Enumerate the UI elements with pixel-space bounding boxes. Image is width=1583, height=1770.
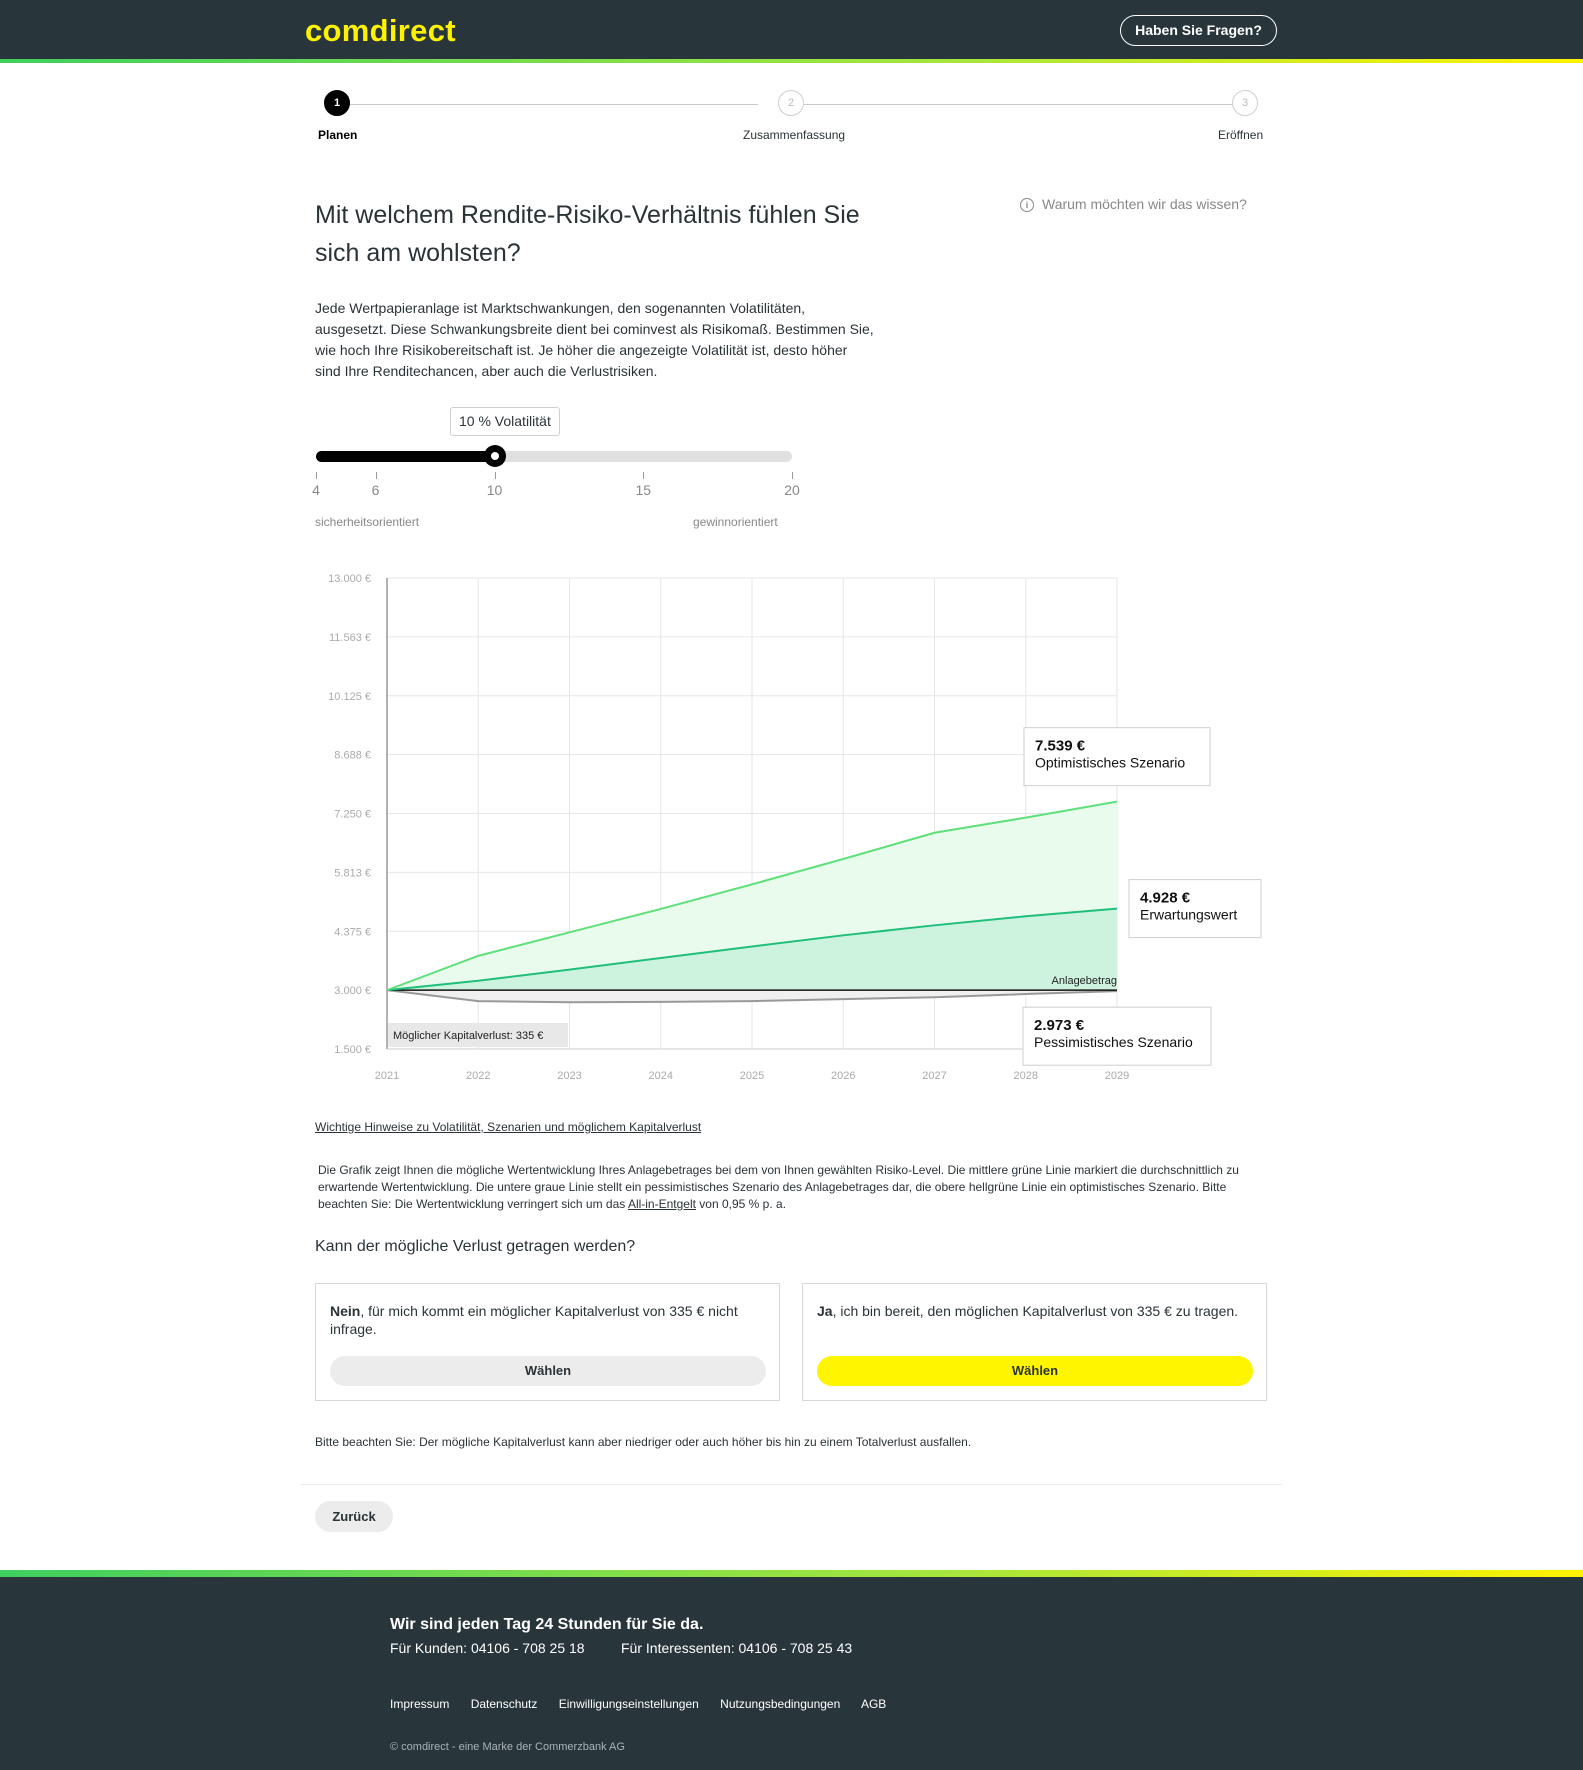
option-no-bold: Nein <box>330 1303 361 1319</box>
y-tick-label: 10.125 € <box>328 690 371 703</box>
intro-text: Jede Wertpapieranlage ist Marktschwankungen, den sogenannten Volatilitäten, ausgesetzt. Diese Schwankungsbreite dient bei cominvest als Risikomaß. Bestimmen Sie, wie hoch Ihre Risikobereitschaft ist. Je höher die angezeigte Volatilität ist, desto höher sind Ihre Renditechancen, aber auch die Verlustrisiken. <box>315 300 874 379</box>
slider-tick-label: 6 <box>371 482 380 498</box>
callout-label: Erwartungswert <box>1140 906 1238 923</box>
x-tick-label: 2022 <box>466 1070 491 1082</box>
step-1-label: Planen <box>318 128 358 142</box>
step-connector <box>336 104 758 105</box>
important-notes-link[interactable]: Wichtige Hinweise zu Volatilität, Szenarien und möglichem Kapitalverlust <box>315 1120 702 1134</box>
comdirect-logo[interactable]: comdirect <box>305 13 456 48</box>
scenario-chart <box>316 560 1276 1090</box>
slider-tick-label: 15 <box>635 482 652 498</box>
footer-gradient-bar <box>0 1570 1583 1577</box>
chart-description <box>318 1162 1248 1213</box>
slider-tick-label: 4 <box>312 482 320 498</box>
callout-value: 2.973 € <box>1034 1017 1085 1035</box>
y-tick-label: 1.500 € <box>334 1044 371 1056</box>
footer-link-agb[interactable]: AGB <box>860 1697 887 1711</box>
loss-label: Möglicher Kapitalverlust: 335 € <box>393 1030 544 1042</box>
step-3-label: Eröffnen <box>1218 128 1264 142</box>
help-button[interactable]: Haben Sie Fragen? <box>1120 15 1277 46</box>
footer-copyright: © comdirect - eine Marke der Commerzbank AG <box>390 1741 625 1753</box>
y-tick-label: 4.375 € <box>334 926 371 939</box>
loss-question-title: Kann der mögliche Verlust getragen werden? <box>315 1238 636 1255</box>
slider-tick-label: 20 <box>784 482 800 498</box>
why-link[interactable] <box>1020 196 1247 212</box>
y-tick-label: 3.000 € <box>334 985 371 998</box>
x-tick-label: 2029 <box>1104 1070 1130 1082</box>
x-tick-label: 2026 <box>831 1070 856 1082</box>
footer-link-einwilligung[interactable]: Einwilligungseinstellungen <box>558 1697 699 1711</box>
callout-value: 4.928 € <box>1140 889 1191 907</box>
footer-title: Wir sind jeden Tag 24 Stunden für Sie da. <box>390 1616 704 1633</box>
page-title: Mit welchem Rendite-Risiko-Verhältnis fühlen Sie sich am wohlsten? <box>315 201 860 267</box>
footer-links <box>390 1697 904 1711</box>
x-tick-label: 2027 <box>922 1070 947 1082</box>
page-header <box>0 0 1583 63</box>
slider-left-caption: sicherheitsorientiert <box>315 515 420 529</box>
x-tick-label: 2023 <box>557 1070 582 1082</box>
slider-tick <box>376 472 377 479</box>
option-yes-text <box>817 1302 1247 1320</box>
y-tick-label: 8.688 € <box>334 749 371 762</box>
customer-phone[interactable]: Für Kunden: 04106 - 708 25 18 <box>390 1640 585 1656</box>
slider-right-caption: gewinnorientiert <box>693 515 778 529</box>
all-in-fee-link[interactable]: All-in-Entgelt <box>627 1197 696 1211</box>
why-link-label: Warum möchten wir das wissen? <box>1042 196 1247 212</box>
progress-stepper <box>310 90 1275 150</box>
loss-note: Bitte beachten Sie: Der mögliche Kapitalverlust kann aber niedriger oder auch höher bis hin zu einem Totalverlust ausfallen. <box>315 1435 972 1449</box>
callout-value: 7.539 € <box>1035 737 1086 755</box>
slider-tick-label: 10 <box>486 482 503 498</box>
footer-link-impressum[interactable]: Impressum <box>390 1697 450 1711</box>
y-tick-label: 5.813 € <box>334 867 371 880</box>
slider-tick <box>643 472 644 479</box>
callout-label: Pessimistisches Szenario <box>1034 1034 1193 1051</box>
x-tick-label: 2021 <box>374 1070 400 1082</box>
prospect-phone[interactable]: Für Interessenten: 04106 - 708 25 43 <box>621 1640 853 1656</box>
option-no-text <box>330 1302 760 1338</box>
callout-label: Optimistisches Szenario <box>1035 754 1186 771</box>
slider-tick <box>792 472 793 479</box>
volatility-tooltip: 10 % Volatilität <box>450 407 560 436</box>
header-gradient-bar <box>0 59 1583 63</box>
step-2-circle: 2 <box>778 90 804 116</box>
y-tick-label: 7.250 € <box>334 808 371 821</box>
slider-tick <box>316 472 317 479</box>
volatility-slider-handle[interactable] <box>484 445 506 467</box>
desc-part-b: von 0,95 % p. a. <box>695 1197 787 1211</box>
back-button[interactable]: Zurück <box>315 1501 393 1532</box>
option-yes-bold: Ja <box>817 1303 833 1319</box>
step-1-circle: 1 <box>324 90 350 116</box>
step-connector <box>784 104 1242 105</box>
volatility-slider-fill <box>316 451 495 462</box>
option-yes-rest: , ich bin bereit, den möglichen Kapitalverlust von 335 € zu tragen. <box>832 1303 1239 1319</box>
x-tick-label: 2028 <box>1013 1070 1038 1082</box>
option-card-yes <box>802 1283 1267 1401</box>
baseline-label: Anlagebetrag <box>1051 975 1117 988</box>
slider-tick <box>495 472 496 479</box>
desc-part-a: Die Grafik zeigt Ihnen die mögliche Wertentwicklung Ihres Anlagebetrages bei dem von Ihnen gewählten Risiko-Level. Die mittlere grüne Linie markiert die durchschnittlich zu erwartende Wertentwicklung. Die untere graue Linie stellt ein pessimistisches Szenario des Anlagebetrages dar, die obere hellgrüne Linie ein optimistisches Szenario. Bitte beachten Sie: Die Wertentwicklung verringert sich um das <box>318 1163 1239 1211</box>
choose-no-button[interactable]: Wählen <box>330 1356 766 1386</box>
option-no-rest: , für mich kommt ein möglicher Kapitalverlust von 335 € nicht infrage. <box>330 1303 738 1337</box>
step-3-circle: 3 <box>1232 90 1258 116</box>
option-card-no <box>315 1283 780 1401</box>
info-icon: i <box>1020 198 1034 212</box>
y-tick-label: 11.563 € <box>328 631 371 644</box>
footer-link-nutzung[interactable]: Nutzungsbedingungen <box>720 1697 841 1711</box>
x-tick-label: 2024 <box>648 1070 673 1082</box>
page-footer <box>0 1570 1583 1770</box>
x-tick-label: 2025 <box>739 1070 765 1082</box>
choose-yes-button[interactable]: Wählen <box>817 1356 1253 1386</box>
step-2-label: Zusammenfassung <box>743 128 846 142</box>
y-tick-label: 13.000 € <box>328 573 371 585</box>
divider <box>300 1484 1282 1485</box>
footer-link-datenschutz[interactable]: Datenschutz <box>470 1697 538 1711</box>
